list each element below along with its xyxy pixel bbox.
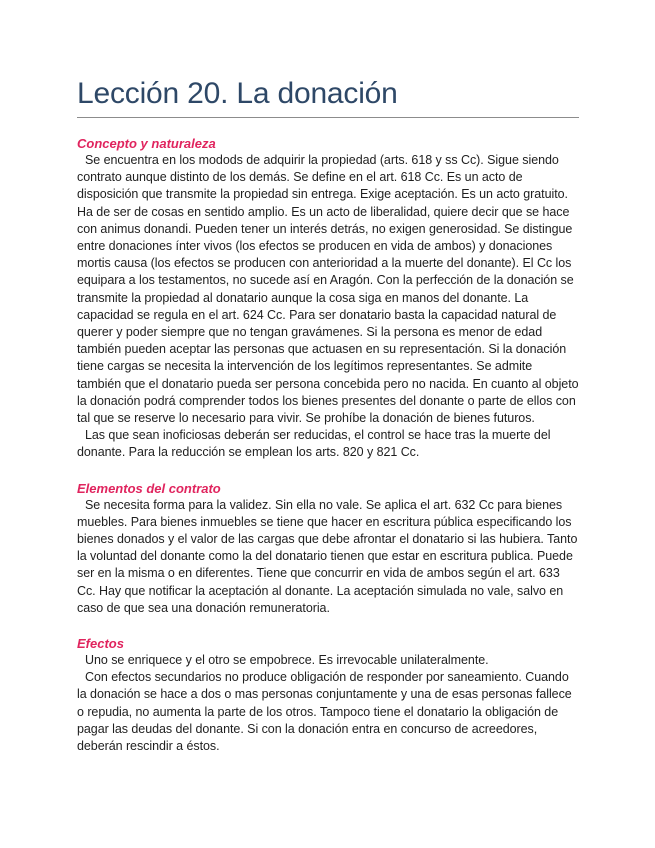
section-concepto	[77, 135, 579, 462]
document-page	[77, 74, 579, 755]
page-title: Lección 20. La donación	[77, 77, 398, 110]
paragraph: Uno se enriquece y el otro se empobrece. Es irrevocable unilateralmente.	[85, 653, 489, 668]
section-elementos	[77, 480, 579, 617]
section-heading: Concepto y naturaleza	[77, 136, 216, 151]
paragraph: Con efectos secundarios no produce obligación de responder por saneamiento. Cuando la donación se hace a dos o mas personas conjuntamente y una de esas personas fallece o repudia, no aumenta la parte de los otros. Tampoco tiene el donatario la obligación de pagar las deudas del donante. Si con la donación entra en concurso de acreedores, deberán rescindir a éstos.	[77, 670, 572, 754]
paragraph: Se encuentra en los modods de adquirir la propiedad (arts. 618 y ss Cc). Sigue siendo contrato aunque distinto de los demás. Se define en el art. 618 Cc. Es un acto de disposición que transmite la propiedad sin entrega. Exige aceptación. Es un acto gratuito. Ha de ser de cosas en sentido amplio. Es un acto de liberalidad, quiere decir que se hace con animus donandi. Pueden tener un interés detrás, no exigen generosidad. Se distingue entre donaciones ínter vivos (los efectos se producen en vida de ambos) y donaciones mortis causa (los efectos se producen con anterioridad a la muerte del donante). El Cc los equipara a los testamentos, no sucede así en Aragón. Con la perfección de la donación se transmite la propiedad al donatario aunque la cosa siga en manos del donante. La capacidad se regula en el art. 624 Cc. Para ser donatario basta la capacidad natural de querer y poder siempre que no tengan gravámenes. Si la persona es menor de edad también pueden aceptar las personas que actuasen en su representación. Si la donación tiene cargas se necesita la intervención de los legítimos representantes. Se admite también que el donatario pueda ser persona concebida pero no nacida. En cuanto al objeto la donación podrá comprender todos los bienes presentes del donante o parte de ellos con tal que se reserve lo necesario para vivir. Se prohíbe la donación de bienes futuros.	[77, 153, 579, 426]
paragraph: Las que sean inoficiosas deberán ser reducidas, el control se hace tras la muerte del donante. Para la reducción se emplean los arts. 820 y 821 Cc.	[77, 428, 551, 460]
section-heading: Efectos	[77, 636, 124, 652]
paragraph: Se necesita forma para la validez. Sin ella no vale. Se aplica el art. 632 Cc para bienes muebles. Para bienes inmuebles se tiene que hacer en escritura pública especificando los bienes donados y el valor de las cargas que debe afrontar el donatario si las hubiera. Tanto la voluntad del donante como la del donatario tienen que estar en escritura publica. Puede ser en la misma o en diferentes. Tiene que concurrir en vida de ambos según el art. 633 Cc. Hay que notificar la aceptación al donante. La aceptación simulada no vale, salvo en caso de que sea una donación remuneratoria.	[77, 497, 578, 615]
section-efectos	[77, 635, 579, 755]
title-divider	[77, 117, 579, 118]
section-heading: Elementos del contrato	[77, 480, 221, 496]
